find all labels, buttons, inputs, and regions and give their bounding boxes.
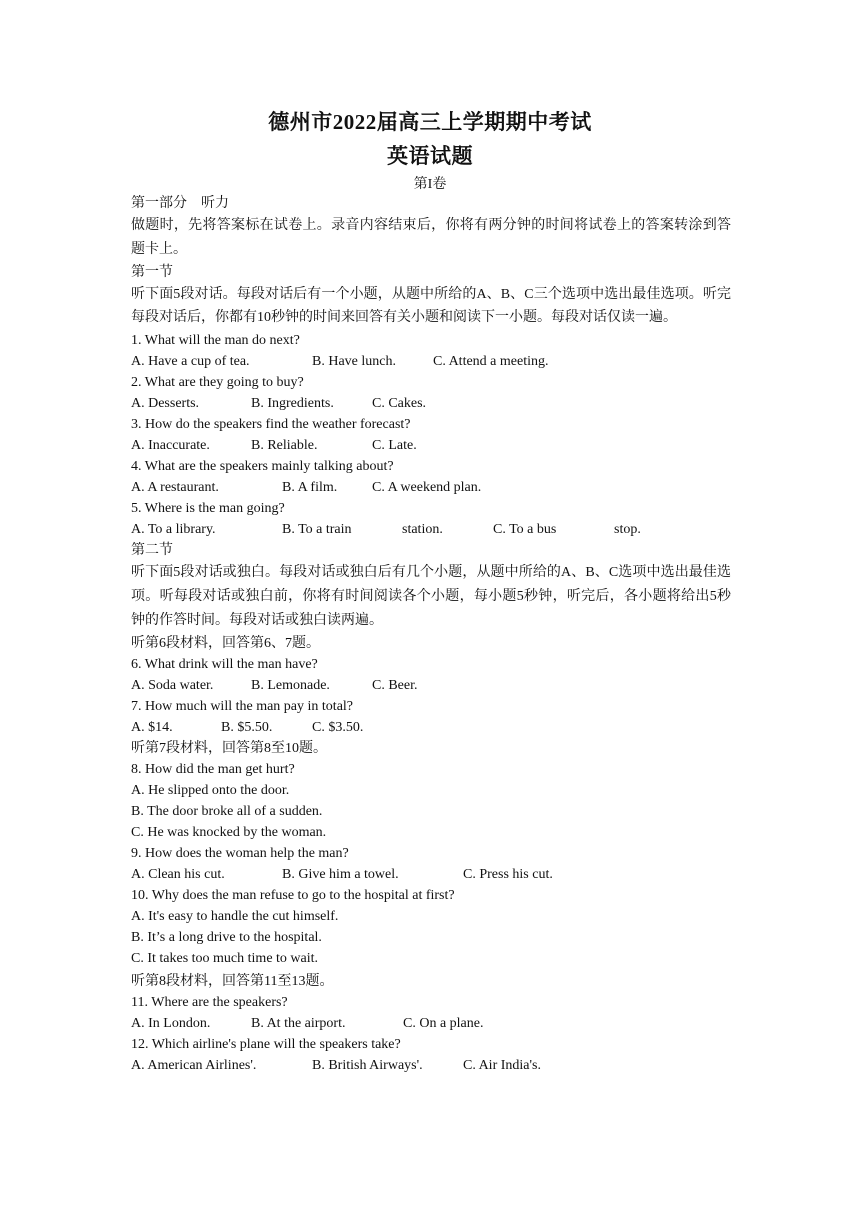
option-c: C. Press his cut. [463,866,553,882]
option-a: A. To a library. [131,522,216,538]
option-a: A. It's easy to handle the cut himself. [131,908,339,924]
section1-intro: 听下面5段对话。每段对话后有一个小题，从题中所给的A、B、C三个选项中选出最佳选项。听完每段对话后，你都有10秒钟的时间来回答有关小题和阅读下一小题。每段对话仅读一遍。 [131,286,731,326]
options-6 [131,675,731,696]
options-9 [131,864,731,885]
options-4 [131,477,731,498]
option-a: A. Soda water. [131,677,214,693]
question-12: 12. Which airline's plane will the speakers take? [131,1036,401,1052]
part1-intro: 做题时，先将答案标在试卷上。录音内容结束后，你将有两分钟的时间将试卷上的答案转涂到答题卡上。 [131,218,731,257]
option-b: B. Ingredients. [251,396,334,412]
question-5: 5. Where is the man going? [131,501,285,517]
question-10: 10. Why does the man refuse to go to the hospital at first? [131,887,455,903]
option-a: A. American Airlines'. [131,1057,257,1073]
option-b: B. British Airways'. [312,1057,423,1073]
question-7: 7. How much will the man pay in total? [131,698,354,714]
option-c: C. He was knocked by the woman. [131,824,327,840]
option-c: C. $3.50. [312,719,364,735]
section2-heading: 第二节 [131,543,173,559]
option-c: C. Cakes. [372,396,427,412]
exam-content [131,193,731,1076]
options-12 [131,1055,731,1076]
option-b: B. A film. [282,480,338,496]
question-11: 11. Where are the speakers? [131,994,288,1010]
option-a: A. In London. [131,1015,211,1031]
options-11 [131,1013,731,1034]
option-b: B. It’s a long drive to the hospital. [131,929,322,945]
options-1 [131,351,731,372]
option-b: B. To a train [282,522,352,538]
material-8-instruction: 听第8段材料，回答第11至13题。 [131,973,334,989]
option-c: C. It takes too much time to wait. [131,950,319,966]
option-b: B. Lemonade. [251,677,330,693]
question-3: 3. How do the speakers find the weather forecast? [131,417,411,433]
question-8: 8. How did the man get hurt? [131,761,295,777]
section1-heading: 第一节 [131,264,173,280]
part1-heading: 第一部分 听力 [131,196,229,211]
option-c: C. Late. [372,438,417,454]
option-c: C. To a bus [493,522,557,538]
option-a: A. $14. [131,719,173,735]
question-4: 4. What are the speakers mainly talking about? [131,459,394,475]
options-5 [131,519,731,540]
option-c: C. A weekend plan. [372,480,482,496]
option-a: A. Desserts. [131,396,200,412]
question-2: 2. What are they going to buy? [131,375,304,391]
options-3 [131,435,731,456]
options-7 [131,717,731,738]
option-a: A. Inaccurate. [131,438,210,454]
material-7-instruction: 听第7段材料，回答第8至10题。 [131,740,327,756]
option-b: B. Give him a towel. [282,866,399,882]
option-b: B. $5.50. [221,719,273,735]
exam-title: 德州市2022届高三上学期期中考试 [268,110,592,134]
option-c-continued: stop. [614,522,641,538]
section2-intro: 听下面5段对话或独白。每段对话或独白后有几个小题，从题中所给的A、B、C选项中选出最佳选项。听每段对话或独白前，你将有时间阅读各个小题，每小题5秒钟，听完后，各小题将给出5秒钟的作答时间。每段对话或独白读两遍。 [131,565,731,628]
question-1: 1. What will the man do next? [131,333,300,349]
option-b-continued: station. [402,522,443,538]
option-b: B. Reliable. [251,438,318,454]
option-c: C. On a plane. [403,1015,484,1031]
volume-label: 第I卷 [413,177,447,192]
question-9: 9. How does the woman help the man? [131,845,349,861]
option-c: C. Attend a meeting. [433,354,549,370]
material-6-instruction: 听第6段材料，回答第6、7题。 [131,635,320,651]
option-b: B. Have lunch. [312,354,396,370]
option-a: A. He slipped onto the door. [131,782,290,798]
option-b: B. The door broke all of a sudden. [131,803,323,819]
exam-subtitle: 英语试题 [387,144,473,168]
option-a: A. Clean his cut. [131,866,225,882]
option-a: A. A restaurant. [131,480,219,496]
options-2 [131,393,731,414]
option-b: B. At the airport. [251,1015,346,1031]
option-c: C. Beer. [372,677,418,693]
option-a: A. Have a cup of tea. [131,354,250,370]
question-6: 6. What drink will the man have? [131,656,318,672]
option-c: C. Air India's. [463,1057,541,1073]
